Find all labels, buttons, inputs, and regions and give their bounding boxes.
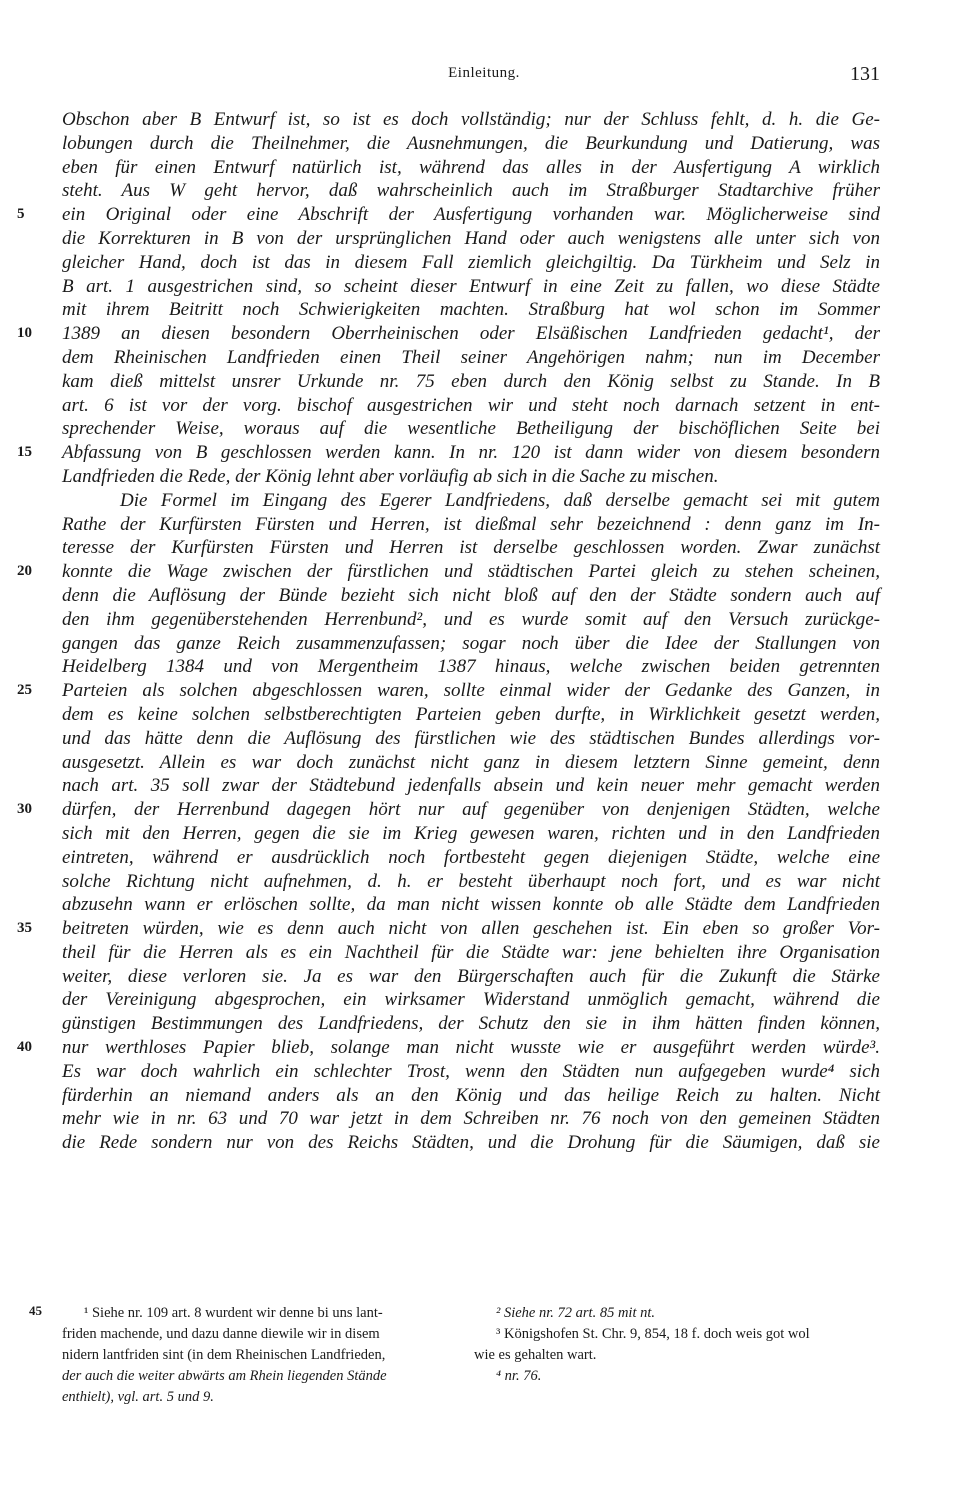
- line-number: 5: [17, 206, 25, 223]
- text-line: [62, 1107, 880, 1131]
- text-line: [62, 1012, 880, 1036]
- text-line: [62, 346, 880, 370]
- text-line: [17, 441, 880, 465]
- footnote-line: [62, 1345, 462, 1366]
- line-text: steht. Aus W geht hervor, daß wahrscheinlich auch im Straßburger Stadtarchive früher: [62, 180, 880, 202]
- line-text: nach art. 35 soll zwar der Städtebund jedenfalls absein und kein neuer mehr gemacht werden: [62, 775, 880, 797]
- line-text: sich mit den Herren, gegen die sie im Krieg gewesen waren, richten und in den Landfrieden: [62, 822, 880, 844]
- text-line: [17, 1036, 880, 1060]
- text-line: [62, 751, 880, 775]
- line-text: solche Richtung nicht aufnehmen, d. h. er besteht überhaupt noch fort, und es war nicht: [62, 870, 880, 892]
- text-line: [62, 584, 880, 608]
- line-text: nur werthloses Papier blieb, solange man nicht wusste wie er ausgeführt werden würde³.: [62, 1037, 880, 1059]
- line-number: 15: [17, 444, 32, 461]
- text-line: [62, 1060, 880, 1084]
- line-text: Es war doch wahrlich ein schlechter Trost, wenn den Städten nun aufgegeben wurde⁴ sich: [62, 1060, 880, 1082]
- footnote-text: friden machende, und dazu danne diewile wir in disem: [62, 1326, 380, 1342]
- line-text: Obschon aber B Entwurf ist, so ist es doch vollständig; nur der Schluss fehlt, d. h. die Ge-: [62, 109, 880, 130]
- line-text: der Vereinigung abgesprochen, ein wirksamer Widerstand unmöglich gemacht, während die: [62, 989, 880, 1011]
- footnote-line: [474, 1324, 882, 1345]
- line-text: Die Formel im Eingang des Egerer Landfriedens, daß derselbe gemacht sei mit gutem: [120, 489, 880, 511]
- text-line: [62, 1084, 880, 1108]
- text-line: [62, 370, 880, 394]
- text-line: [62, 513, 880, 537]
- text-line: [17, 560, 880, 584]
- line-text: dem Rheinischen Landfrieden einen Theil seiner Angehörigen nahm; nun im December: [62, 346, 880, 368]
- line-text: denn die Auflösung der Bünde bezieht sich nicht bloß auf den der Städte sondern auch auf: [62, 584, 880, 606]
- running-head: Einleitung.: [448, 65, 520, 81]
- line-number: 40: [17, 1039, 32, 1056]
- text-line: [62, 608, 880, 632]
- footnote-line: [62, 1366, 462, 1387]
- text-line: [62, 727, 880, 751]
- line-text: lobungen durch die Theilnehmer, die Ausnehmungen, die Beurkundung und Datierung, was: [62, 132, 880, 154]
- line-text: dem es keine solchen selbstberechtigten Parteien geben durfte, in Wirklichkeit gesetzt werden,: [62, 703, 880, 725]
- line-text: theil für die Herren als es ein Nachtheil für die Städte war: jene behielten ihre Organisation: [62, 941, 880, 963]
- line-text: die Rede sondern nur von des Reichs Städten, und die Drohung für die Säumigen, daß sie: [62, 1132, 880, 1154]
- text-line: [62, 965, 880, 989]
- text-line: [62, 132, 880, 156]
- line-text: teresse der Kurfürsten Fürsten und Herren ist derselbe geschlossen worden. Zwar zunächst: [62, 537, 880, 559]
- line-text: ein Original oder eine Abschrift der Ausfertigung vorhanden war. Möglicherweise sind: [62, 204, 880, 226]
- line-text: konnte die Wage zwischen der fürstlichen und städtischen Partei gleich zu stehen scheinen,: [62, 561, 880, 583]
- line-text: dürfen, der Herrenbund dagegen hört nur auf gegenüber von denjenigen Städten, welche: [62, 799, 880, 821]
- footnotes-left-column: [62, 1303, 462, 1408]
- line-text: mit ihrem Beitritt noch Schwierigkeiten machten. Straßburg hat wol schon im Sommer: [62, 299, 880, 321]
- line-text: und das hätte denn die Auflösung des fürstlichen wie des städtischen Bundes allerdings vor-: [62, 727, 880, 749]
- line-text: Abfassung von B geschlossen werden kann. In nr. 120 ist dann wider von diesem besondern: [62, 442, 880, 464]
- footnotes-right-column: [474, 1303, 882, 1387]
- line-number: 10: [17, 325, 32, 342]
- line-number: 25: [17, 682, 32, 699]
- line-text: mehr wie in nr. 63 und 70 war jetzt in dem Schreiben nr. 76 noch von den gemeinen Städten: [62, 1108, 880, 1130]
- line-text: günstigen Bestimmungen des Landfriedens, der Schutz den sie in ihm hätten finden können,: [62, 1013, 880, 1035]
- line-text: Landfrieden die Rede, der König lehnt aber vorläufig ab sich in die Sache zu mischen.: [62, 465, 719, 487]
- line-text: die Korrekturen in B von der ursprünglichen Hand oder auch wenigstens alle unter sich von: [62, 227, 880, 249]
- line-text: gleicher Hand, doch ist das in diesem Fall ziemlich gleichgiltig. Da Türkheim und Selz in: [62, 251, 880, 273]
- footnote-line: [62, 1324, 462, 1345]
- footnote-text: nidern lantfriden sint (in dem Rheinischen Landfrieden,: [62, 1347, 386, 1363]
- footnote-text: wie es gehalten wart.: [474, 1347, 597, 1363]
- footnote-line: [62, 1303, 462, 1324]
- page-number: 131: [850, 63, 880, 85]
- text-line: [62, 703, 880, 727]
- footnote-line: [474, 1303, 882, 1324]
- text-line: [62, 108, 880, 132]
- text-line: [62, 655, 880, 679]
- footnote-text: ³ Königshofen St. Chr. 9, 854, 18 f. doch weis got wol: [496, 1326, 810, 1342]
- line-text: ausgesetzt. Allein es war doch zunächst nicht ganz in diesem letztern Sinne gemeint, denn: [62, 751, 880, 773]
- line-text: art. 6 ist vor der vorg. bischof ausgestrichen wir und steht noch darnach setzent in ent-: [62, 394, 880, 416]
- page-header: [62, 63, 880, 93]
- footnote-line: [474, 1366, 882, 1387]
- line-text: eben für einen Entwurf natürlich ist, während das alles in der Ausfertigung A wirklich: [62, 156, 880, 178]
- line-text: weiter, diese verloren sie. Ja es war den Bürgerschaften auch für die Zukunft die Stärke: [62, 965, 880, 987]
- footnote-text: der auch die weiter abwärts am Rhein liegenden Stände: [62, 1368, 387, 1384]
- line-text: eintreten, während er ausdrücklich noch fortbesteht gegen diejenigen Städte, welche eine: [62, 846, 880, 868]
- footnote-text: ⁴ nr. 76.: [496, 1368, 542, 1384]
- line-number: 35: [17, 920, 32, 937]
- text-line: [62, 251, 880, 275]
- text-line: [17, 798, 880, 822]
- line-text: gangen das ganze Reich zusammenzufassen; sogar noch über die Idee der Stallungen von: [62, 632, 880, 654]
- text-line: [62, 1131, 880, 1155]
- text-line: [62, 298, 880, 322]
- text-line: [62, 988, 880, 1012]
- text-line: [17, 917, 880, 941]
- text-line: [62, 179, 880, 203]
- footnotes: [29, 1303, 880, 1413]
- footnote-text: ² Siehe nr. 72 art. 85 mit nt.: [496, 1305, 656, 1321]
- line-text: beitreten würden, wie es denn auch nicht von allen geschehen ist. Ein eben so großer Vor-: [62, 918, 880, 940]
- line-number: 20: [17, 563, 32, 580]
- text-line: [62, 394, 880, 418]
- text-line: [62, 846, 880, 870]
- text-line: [62, 870, 880, 894]
- footnote-line-number: 45: [29, 1303, 42, 1318]
- text-line: [62, 465, 880, 489]
- text-line: [62, 536, 880, 560]
- footnote-line: [474, 1345, 882, 1366]
- line-text: Rathe der Kurfürsten Fürsten und Herren, ist dießmal sehr bezeichnend : denn ganz im In-: [62, 513, 880, 535]
- line-text: 1389 an diesen besondern Oberrheinischen oder Elsäßischen Landfrieden gedacht¹, der: [62, 323, 880, 345]
- footnote-text: ¹ Siehe nr. 109 art. 8 wurdent wir denne bi uns lant-: [84, 1305, 383, 1321]
- text-line: [62, 893, 880, 917]
- line-text: den ihm gegenüberstehenden Herrenbund², und es wurde somit auf den Versuch zurückge-: [62, 608, 880, 630]
- body-text: [17, 108, 880, 1155]
- text-line: [62, 822, 880, 846]
- text-line: [62, 275, 880, 299]
- line-number: 30: [17, 801, 32, 818]
- text-line: [62, 417, 880, 441]
- text-line: [62, 227, 880, 251]
- line-text: Heidelberg 1384 und von Mergentheim 1387 hinaus, welche zwischen beiden getrennten: [62, 656, 880, 678]
- text-line: [62, 489, 880, 513]
- text-line: [62, 941, 880, 965]
- line-text: kam dieß mittelst unsrer Urkunde nr. 75 eben durch den König selbst zu Stande. In B: [62, 370, 880, 392]
- line-text: Parteien als solchen abgeschlossen waren, sollte einmal wider der Gedanke des Ganzen, in: [62, 680, 880, 702]
- line-text: fürderhin an niemand anders als an den König und das heilige Reich zu halten. Nicht: [62, 1084, 880, 1106]
- line-text: abzusehn wann er erlöschen sollte, da man nicht wissen konnte ob alle Städte dem Landfrieden: [62, 894, 880, 916]
- text-line: [62, 632, 880, 656]
- line-text: sprechender Weise, woraus auf die wesentliche Betheiligung der bischöflichen Seite bei: [62, 418, 880, 440]
- line-text: B art. 1 ausgestrichen sind, so scheint dieser Entwurf in eine Zeit zu fallen, wo diese Städte: [62, 275, 880, 297]
- text-line: [62, 774, 880, 798]
- text-line: [17, 679, 880, 703]
- footnote-line: [62, 1387, 462, 1408]
- text-line: [17, 322, 880, 346]
- text-line: [62, 156, 880, 180]
- footnote-text: enthielt), vgl. art. 5 und 9.: [62, 1389, 214, 1405]
- text-line: [17, 203, 880, 227]
